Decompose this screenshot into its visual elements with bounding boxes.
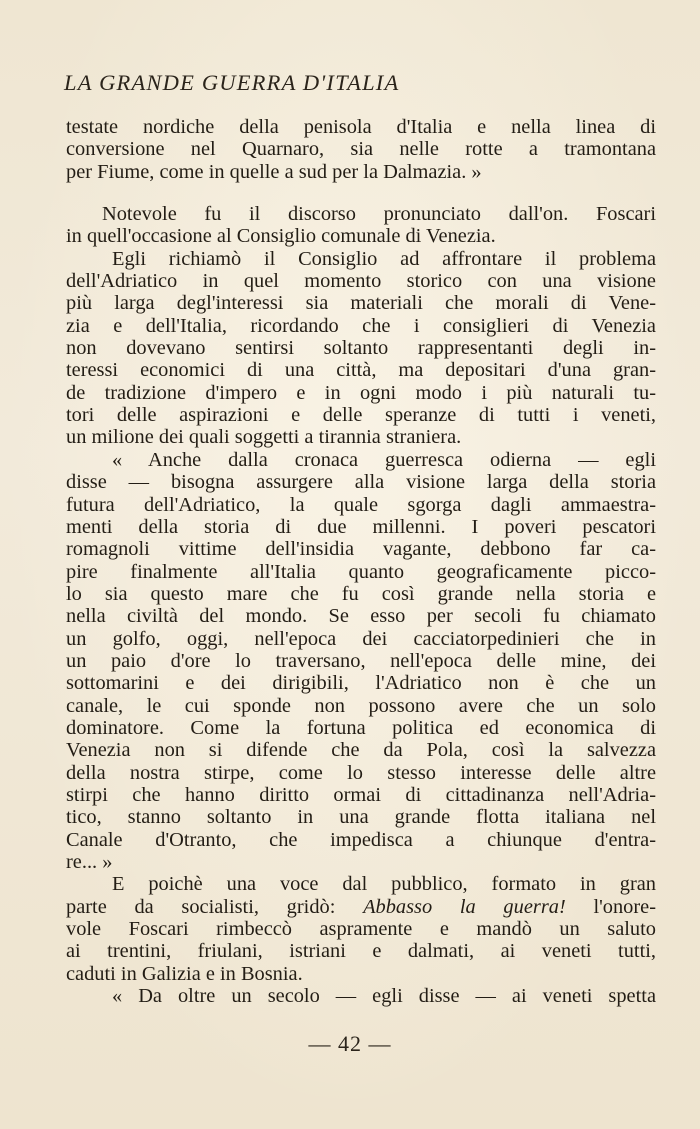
text-line: un paio d'ore lo traversano, nell'epoca delle mine, dei (66, 649, 656, 672)
text-line: in quell'occasione al Consiglio comunale di Venezia. (66, 225, 496, 248)
text-line: testate nordiche della penisola d'Italia e nella linea di (66, 116, 656, 138)
text-line: un milione dei quali soggetti a tirannia straniera. (66, 426, 462, 449)
text-line: romagnoli vittime dell'insidia vagante, debbono far ca- (66, 538, 656, 561)
text-line: « Da oltre un secolo — egli disse — ai veneti spetta (112, 985, 656, 1008)
text-line: conversione nel Quarnaro, sia nelle rotte a tramontana (66, 138, 656, 161)
text-line: Venezia non si difende che da Pola, così la salvezza (66, 739, 656, 762)
text-line (66, 896, 656, 918)
text-line: dell'Adriatico in quel momento storico con una visione (66, 270, 656, 293)
text-line: più larga degl'interessi sia materiali che morali di Vene- (66, 292, 656, 315)
text-line: Notevole fu il discorso pronunciato dall'on. Foscari (102, 203, 656, 226)
text-line: E poichè una voce dal pubblico, formato in gran (112, 873, 656, 896)
page-number: — 42 — (308, 1031, 392, 1056)
text-line: un golfo, oggi, nell'epoca dei cacciatorpedinieri che in (66, 627, 656, 650)
text-fragment: l'onore- (565, 895, 656, 918)
text-line: per Fiume, come in quelle a sud per la Dalmazia. » (66, 160, 482, 183)
text-line: nella civiltà del mondo. Se esso per secoli fu chiamato (66, 605, 656, 628)
text-line: tori delle aspirazioni e delle speranze di tutti i veneti, (66, 404, 656, 427)
text-line: Egli richiamò il Consiglio ad affrontare il problema (112, 247, 656, 270)
italic-phrase: Abbasso la guerra! (363, 895, 566, 918)
text-line: « Anche dalla cronaca guerresca odierna — egli (112, 448, 656, 471)
body-text (66, 116, 656, 1007)
text-line: pire finalmente all'Italia quanto geograficamente picco- (66, 560, 656, 583)
paragraph-gap (66, 183, 656, 203)
running-title: LA GRANDE GUERRA D'ITALIA (64, 70, 400, 95)
text-line: ai trentini, friulani, istriani e dalmati, ai veneti tutti, (66, 940, 656, 963)
text-line: stirpi che hanno diritto ormai di cittadinanza nell'Adria- (66, 783, 656, 806)
text-line: re... » (66, 851, 113, 873)
text-line: tico, stanno soltanto in una grande flotta italiana nel (66, 806, 656, 829)
text-line: teressi economici di una città, ma depositari d'una gran- (66, 359, 656, 382)
text-line: zia e dell'Italia, ricordando che i consiglieri di Venezia (66, 314, 656, 337)
text-line: Canale d'Otranto, che impedisca a chiunque d'entra- (66, 828, 656, 851)
text-line: disse — bisogna assurgere alla visione larga della storia (66, 471, 656, 494)
text-line: menti della storia di due millenni. I poveri pescatori (66, 515, 656, 538)
text-line: de tradizione d'impero e in ogni modo i più naturali tu- (66, 381, 656, 404)
text-line: futura dell'Adriatico, la quale sgorga dagli ammaestra- (66, 493, 656, 516)
text-fragment: parte da socialisti, gridò: (66, 895, 364, 918)
text-line: della nostra stirpe, come lo stesso interesse delle altre (66, 761, 656, 784)
text-line: sottomarini e dei dirigibili, l'Adriatico non è che un (66, 672, 656, 695)
text-line: canale, le cui sponde non possono avere che un solo (66, 694, 656, 717)
text-line: dominatore. Come la fortuna politica ed economica di (66, 716, 656, 739)
text-line: lo sia questo mare che fu così grande nella storia e (66, 582, 656, 605)
text-line: non dovevano sentirsi soltanto rappresentanti degli in- (66, 337, 656, 360)
text-line: vole Foscari rimbeccò aspramente e mandò un saluto (66, 918, 656, 941)
text-line: caduti in Galizia e in Bosnia. (66, 962, 303, 985)
